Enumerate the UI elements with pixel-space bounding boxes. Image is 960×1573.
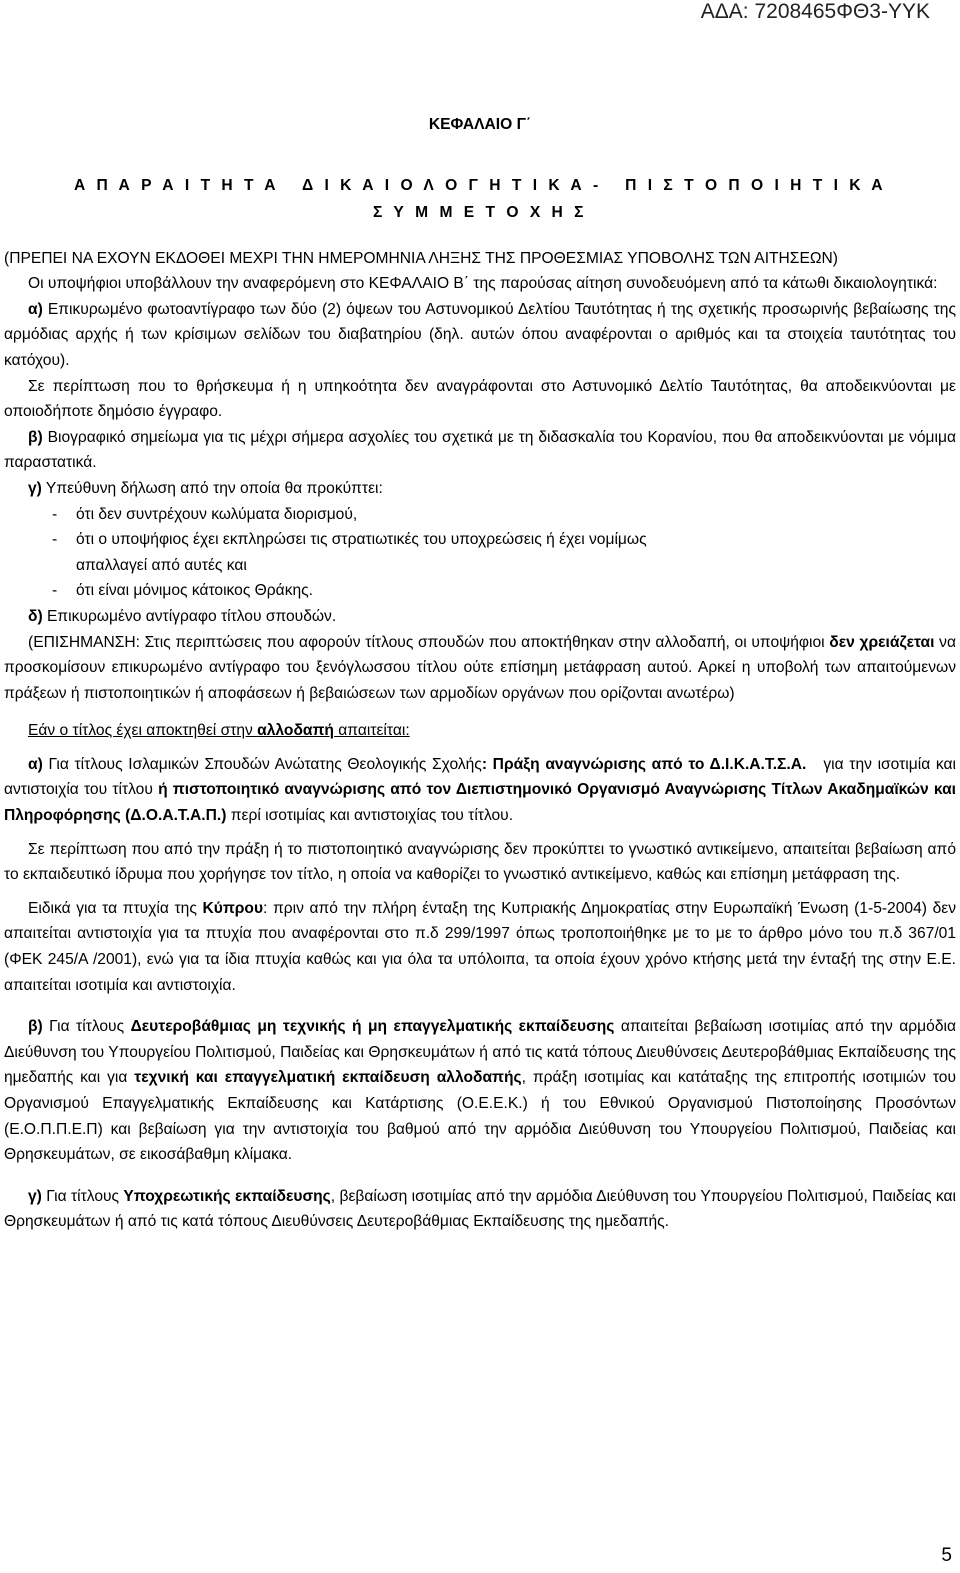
item-d (4, 604, 956, 630)
foreign-heading (4, 718, 956, 744)
foreign-item-a-label: α) (28, 755, 43, 773)
foreign-item-b-label: β) (28, 1018, 43, 1036)
foreign-heading-pre: Εάν ο τίτλος έχει αποκτηθεί στην (28, 722, 258, 740)
item-b-label: β) (28, 428, 43, 446)
cyprus-text-2: : πριν από την πλήρη ένταξη της Κυπριακής Δημοκρατίας στην Ευρωπαϊκή Ένωση (1-5-2004) δεν απαιτείται αντιστοιχία για τα πτυχία που αναφέρονται στο π.δ 299/1997 όπως τροποποιήθηκε με το με το άρθρο μόνο του π.δ 367/01 (ΦΕΚ 245/Α /2001), ενώ για τα ίδια πτυχία καθώς και για όλα τα υπόλοιπα, τα οποία έχουν χρόνο κτήσης μετά την ένταξή της στην Ε.Ε. απαιτείται ισοτιμία και αντιστοιχία. (4, 899, 957, 994)
foreign-item-a-text-3: περί ισοτιμίας και αντιστοιχίας του τίτλου. (226, 807, 514, 825)
foreign-item-a-text-2: για την ισοτιμία και αντιστοιχία του τίτλου (4, 755, 960, 799)
list-item (4, 502, 956, 528)
item-a-text: Επικυρωμένο φωτοαντίγραφο των δύο (2) όψεων του Αστυνομικού Δελτίου Ταυτότητας ή της σχετικής προσωρινής βεβαίωσης της αρμόδιας αρχής ή των κρίσιμων σελίδων του διαβατηρίου (δηλ. αυτών όπου αναφέρονται ο αριθμός και τα στοιχεία ταυτότητας του κατόχου). (4, 300, 956, 369)
important-note (4, 630, 956, 707)
item-c-text: Υπεύθυνη δήλωση από την οποία θα προκύπτει: (41, 479, 383, 497)
ada-code: ΑΔΑ: 7208465ΦΘ3-ΥΥΚ (700, 0, 930, 23)
cyprus-text-1: Ειδικά για τα πτυχία της (28, 899, 203, 917)
foreign-heading-bold: αλλοδαπή (257, 722, 334, 740)
spacer (4, 706, 956, 718)
foreign-item-b-bold-2: τεχνική και επαγγελματική εκπαίδευση αλλοδαπής (134, 1069, 522, 1087)
item-a-label: α) (28, 300, 43, 318)
deadline-notice: (ΠΡΕΠΕΙ ΝΑ ΕΧΟΥΝ ΕΚΔΟΘΕΙ ΜΕΧΡΙ ΤΗΝ ΗΜΕΡΟΜΗΝΙΑ ΛΗΞΗΣ ΤΗΣ ΠΡΟΘΕΣΜΙΑΣ ΥΠΟΒΟΛΗΣ ΤΩΝ ΑΙΤΗΣΕΩΝ) (4, 249, 838, 267)
item-d-text: Επικυρωμένο αντίγραφο τίτλου σπουδών. (42, 607, 337, 625)
page-number: 5 (941, 1545, 952, 1566)
spacer (4, 998, 956, 1014)
cyprus-paragraph (4, 896, 956, 998)
spacer (4, 888, 956, 896)
item-a (4, 297, 956, 374)
foreign-item-c-text-2: , βεβαίωση ισοτιμίας από την αρμόδια Διεύθυνση του Υπουργείου Πολιτισμού, Παιδείας και Θρησκευμάτων ή από τις κατά τόπους Διευθύνσεις Δευτεροβάθμιας Εκπαίδευσης της ημεδαπής. (4, 1187, 956, 1231)
foreign-item-c-text-1: Για τίτλους (41, 1187, 124, 1205)
list-item-text: ότι δεν συντρέχουν κωλύματα διορισμού, (76, 505, 358, 523)
section-title-line-2: Σ Υ Μ Μ Ε Τ Ο Χ Η Σ (372, 203, 588, 221)
list-item-text: ότι είναι μόνιμος κάτοικος Θράκης. (76, 582, 314, 600)
item-d-label: δ) (28, 607, 43, 625)
list-item (4, 527, 956, 578)
foreign-item-b-text-3: , πράξη ισοτιμίας και κατάταξης της επιτροπής ισοτιμιών του Οργανισμού Επαγγελματικής Εκπαίδευσης και Κατάρτισης (Ο.Ε.Ε.Κ.) ή του Εθνικού Οργανισμού Πιστοποίησης Προσόντων (Ε.Ο.Π.Π.Ε.Π) και βεβαίωση για την αντιστοιχία του βαθμού από την αρμόδια Διεύθυνση του Υπουργείου Πολιτισμού, Παιδείας και Θρησκευμάτων, σε εικοσάβαθμη κλίμακα. (4, 1069, 956, 1164)
foreign-item-a-bold-1: : Πράξη αναγνώρισης από το Δ.Ι.Κ.Α.Τ.Σ.Α. (481, 755, 807, 773)
foreign-heading-underlined (28, 722, 410, 739)
foreign-item-b-bold-1: Δευτεροβάθμιας μη τεχνικής ή μη επαγγελματικής εκπαίδευσης (130, 1018, 615, 1036)
important-note-part-1: (ΕΠΙΣΗΜΑΝΣΗ: Στις περιπτώσεις που αφορούν τίτλους σπουδών που αποκτήθηκαν στην αλλοδαπή, οι υποψήφιοι (28, 633, 830, 651)
spacer (4, 744, 956, 752)
item-c (4, 476, 956, 502)
cyprus-bold: Κύπρου (202, 899, 264, 917)
intro-paragraph: Οι υποψήφιοι υποβάλλουν την αναφερόμενη στο ΚΕΦΑΛΑΙΟ Β΄ της παρούσας αίτηση συνοδευόμενη από τα κάτωθι δικαιολογητικά: (28, 275, 938, 293)
document-body (4, 112, 960, 1235)
foreign-item-b (4, 1014, 956, 1168)
item-b-text: Βιογραφικό σημείωμα για τις μέχρι σήμερα ασχολίες του σχετικά με τη διδασκαλία του Κορανίου, που θα αποδεικνύονται με νόμιμα παραστατικά. (4, 428, 956, 472)
foreign-item-a (4, 752, 960, 829)
item-a-note: Σε περίπτωση που το θρήσκευμα ή η υπηκοότητα δεν αναγράφονται στο Αστυνομικό Δελτίο Ταυτότητας, θα αποδεικνύονται με οποιοδήποτε δημόσιο έγγραφο. (4, 377, 956, 421)
list-dash: - (52, 531, 58, 549)
list-item-continuation: απαλλαγεί από αυτές και (76, 556, 247, 574)
foreign-item-c (4, 1184, 956, 1235)
list-dash: - (52, 505, 58, 523)
important-note-bold: δεν χρειάζεται (829, 633, 935, 651)
section-title-line-1: Α Π Α Ρ Α Ι Τ Η Τ Α Δ Ι Κ Α Ι Ο Λ Ο Γ Η Τ Ι Κ Α - Π Ι Σ Τ Ο Π Ο Ι Η Τ Ι Κ Α (73, 176, 887, 194)
foreign-item-c-bold: Υποχρεωτικής εκπαίδευσης (123, 1187, 331, 1205)
list-item (4, 578, 956, 604)
list-item-text: ότι ο υποψήφιος έχει εκπληρώσει τις στρατιωτικές του υποχρεώσεις ή έχει νομίμως (76, 531, 647, 549)
foreign-item-a-bold-2: ή πιστοποιητικό αναγνώρισης από τον Διεπιστημονικό Οργανισμό Αναγνώρισης Τίτλων Ακαδημαϊκών και Πληροφόρησης (Δ.Ο.Α.Τ.Α.Π.) (4, 781, 956, 825)
item-b (4, 425, 956, 476)
spacer (4, 829, 956, 837)
foreign-item-b-text-1: Για τίτλους (42, 1018, 131, 1036)
important-note-part-2: να προσκομίσουν επικυρωμένο αντίγραφο του ξενόγλωσσου τίτλου ούτε επίσημη μετάφραση αυτού. Αρκεί η υποβολή των απαιτούμενων πράξεων ή πιστοποιητικών ή αποφάσεων ή βεβαιώσεων των αρμοδίων οργάνων που ορίζονται ανωτέρω) (4, 633, 956, 702)
foreign-item-a-text-1: Για τίτλους Ισλαμικών Σπουδών Ανώτατης Θεολογικής Σχολής (42, 755, 482, 773)
foreign-heading-post: απαιτείται: (333, 722, 410, 740)
foreign-item-b-text-2: απαιτείται βεβαίωση ισοτιμίας από την αρμόδια Διεύθυνση του Υπουργείου Πολιτισμού, Παιδείας και Θρησκευμάτων ή από τις κατά τόπους Διευθύνσεις Δευτεροβάθμιας Εκπαίδευσης της ημεδαπής και για (4, 1018, 956, 1087)
spacer (4, 226, 956, 246)
foreign-item-c-label: γ) (28, 1187, 42, 1205)
chapter-title: ΚΕΦΑΛΑΙΟ Γ΄ (428, 116, 532, 133)
foreign-item-a-note: Σε περίπτωση που από την πράξη ή το πιστοποιητικό αναγνώρισης δεν προκύπτει το γνωστικό αντικείμενο, απαιτείται βεβαίωση από το εκπαιδευτικό ίδρυμα που χορήγησε τον τίτλο, η οποία να καθορίζει το γνωστικό αντικείμενο, καθώς και επίσημη μετάφραση της. (4, 840, 956, 884)
item-c-label: γ) (28, 479, 42, 497)
spacer (4, 1168, 956, 1184)
list-dash: - (52, 582, 58, 600)
